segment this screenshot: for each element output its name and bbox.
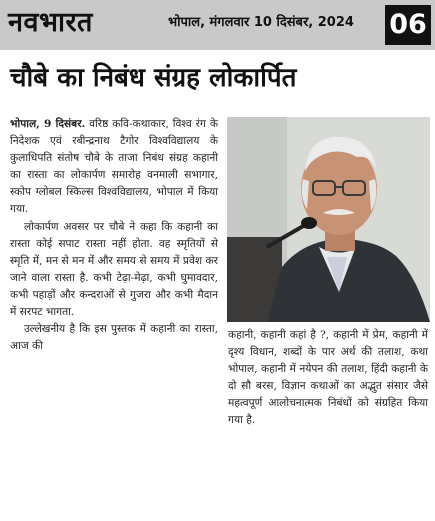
header-rule (0, 50, 435, 56)
continuation-paragraph: कहानी, कहानी कहां है ?, कहानी में प्रेम, कहानी में दृश्य विधान, शब्दों के पार अर्थ की तलाश, कथा भोपाल, कहानी में नयेपन की तलाश, हिंदी कहानी के दो सौ बरस, विज्ञान कथाओं का अद्भुत संसार जैसे महत्वपूर्ण आलोचनात्मक निबंधों को संग्रहित किया गया है. (228, 329, 428, 427)
headline: चौबे का निबंध संग्रह लोकार्पित (10, 63, 297, 93)
lead-text: वरिष्ठ कवि-कथाकार, विश्व रंग के निदेशक एवं रबीन्द्रनाथ टैगोर विश्वविद्यालय के कुलाधिपति संतोष चौबे के ताजा निबंध संग्रह कहानी का रास्ता का लोकार्पण समारोह वनमाली सभागार, स्कोप ग्लोबल स्किल्स विश्वविद्यालय, भोपाल में किया गया. (10, 118, 219, 216)
lead-paragraph (10, 116, 218, 219)
article-column-right (228, 327, 428, 430)
body-paragraph: उल्लेखनीय है कि इस पुस्तक में कहानी का रास्ता, आज की (10, 323, 218, 353)
article-dateline: भोपाल, 9 दिसंबर. (10, 118, 86, 130)
edition-dateline: भोपाल, मंगलवार 10 दिसंबर, 2024 (168, 15, 354, 30)
speaker-photo (227, 117, 430, 322)
page-number: 06 (385, 5, 431, 45)
body-paragraph: लोकार्पण अवसर पर चौबे ने कहा कि कहानी का रास्ता कोई सपाट रास्ता नहीं होता. वह स्मृतियों से स्मृति में, मन से मन में और समय से समय में प्रवेश कर जाने वाला रास्ता है. कभी टेढ़ा-मेढ़ा, कभी घुमावदार, कभी पहाड़ों और कन्दराओं से गुजरा और कभी मैदान में सरपट भागता. (10, 220, 218, 319)
masthead: नवभारत (8, 7, 93, 38)
speaker-photo-image (227, 117, 430, 322)
article-column-left (10, 116, 218, 355)
header-band (0, 0, 435, 50)
